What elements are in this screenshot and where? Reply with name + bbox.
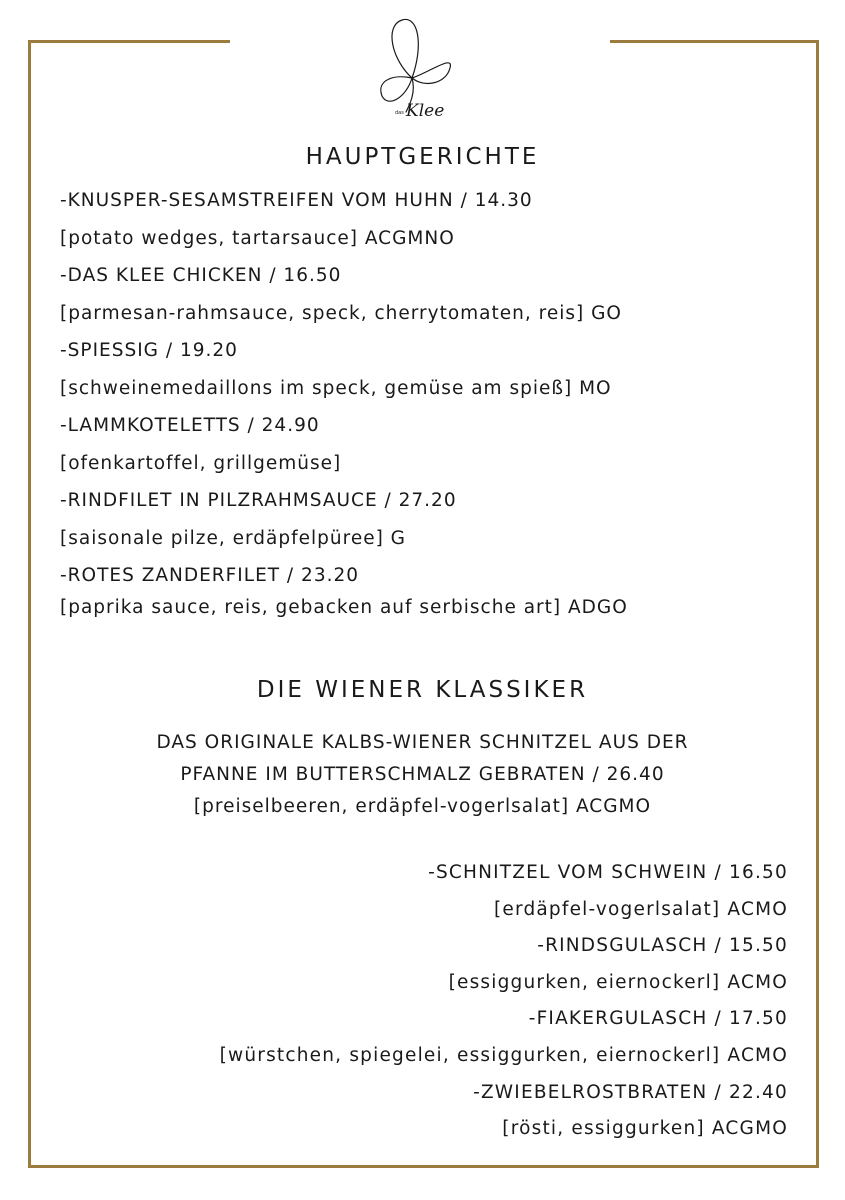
featured-dish-line-2: PFANNE IM BUTTERSCHMALZ GEBRATEN / 26.40 [180, 764, 665, 785]
dish-description: [würstchen, spiegelei, essiggurken, eiernockerl] ACMO [219, 1044, 788, 1066]
dish-name: -ROTES ZANDERFILET / 23.20 [60, 565, 360, 586]
hauptgerichte-list [60, 187, 628, 632]
logo-text: Klee [406, 101, 445, 121]
klee-logo-icon [366, 12, 476, 124]
klee-logo [366, 12, 476, 124]
dish-name: -LAMMKOTELETTS / 24.90 [60, 415, 320, 436]
dish-name: -SCHNITZEL VOM SCHWEIN / 16.50 [428, 862, 788, 883]
dish-name: -KNUSPER-SESAMSTREIFEN VOM HUHN / 14.30 [60, 190, 533, 211]
dish-name: -RINDSGULASCH / 15.50 [537, 935, 788, 957]
dish-description: [ofenkartoffel, grillgemüse] [60, 452, 342, 474]
featured-dish-line-1: DAS ORIGINALE KALBS-WIENER SCHNITZEL AUS DER [156, 732, 689, 753]
dish-description: [saisonale pilze, erdäpfelpüree] G [60, 527, 407, 549]
dish-name: -RINDFILET IN PILZRAHMSAUCE / 27.20 [60, 490, 457, 511]
dish-name: -FIAKERGULASCH / 17.50 [528, 1008, 788, 1030]
section-title-wiener-klassiker: DIE WIENER KLASSIKER [256, 677, 589, 703]
dish-description: [essiggurken, eiernockerl] ACMO [448, 971, 788, 993]
wiener-list [220, 858, 788, 1151]
dish-description: [parmesan-rahmsauce, speck, cherrytomaten, reis] GO [60, 302, 622, 324]
dish-description: [erdäpfel-vogerlsalat] ACMO [493, 898, 788, 920]
dish-description: [schweinemedaillons im speck, gemüse am spieß] MO [60, 377, 612, 399]
dish-name: -ZWIEBELROSTBRATEN / 22.40 [473, 1081, 788, 1103]
featured-dish [0, 727, 845, 823]
dish-description: [paprika sauce, reis, gebacken auf serbische art] ADGO [60, 597, 628, 618]
dish-name: -SPIESSIG / 19.20 [60, 340, 238, 361]
dish-description: [rösti, essiggurken] ACGMO [502, 1118, 788, 1140]
dish-name: -DAS KLEE CHICKEN / 16.50 [60, 265, 342, 286]
featured-dish-description: [preiselbeeren, erdäpfel-vogerlsalat] ACGMO [193, 796, 652, 817]
section-title-hauptgerichte: HAUPTGERICHTE [305, 144, 540, 170]
dish-description: [potato wedges, tartarsauce] ACGMNO [60, 227, 455, 249]
logo-small-text: das [395, 110, 404, 116]
